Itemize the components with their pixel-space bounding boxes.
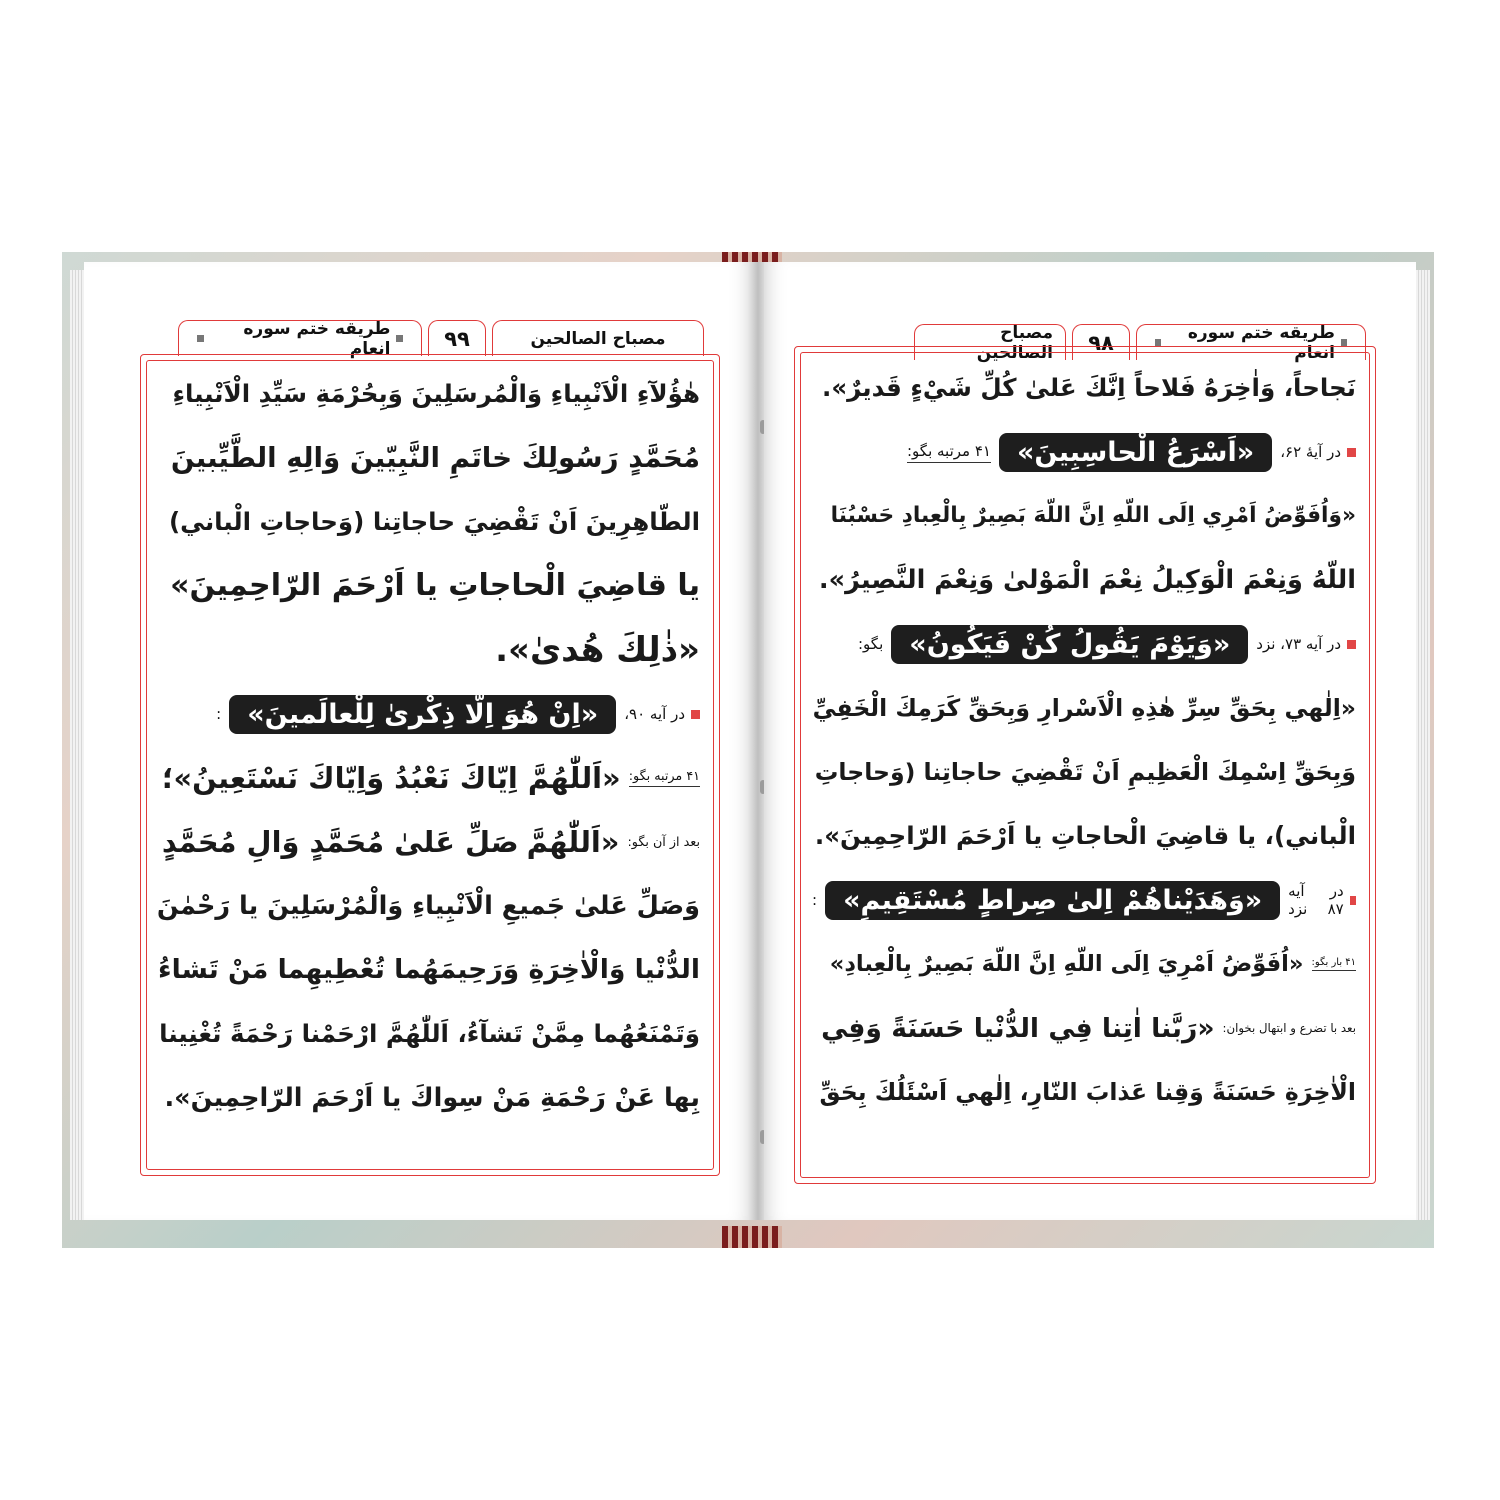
book-title: مصباح الصالحين <box>914 324 1066 360</box>
page-header <box>172 318 704 359</box>
section-title: طریقه ختم سوره انعام <box>178 320 422 356</box>
text-line: بعد از آن بگو: «اَللّٰهُمَّ صَلِّ عَلىٰ مُحَمَّدٍ وَالِ مُحَمَّدٍ <box>161 825 700 859</box>
ayah-highlight: «اَسْرَعُ الْحاسِبِينَ» <box>999 433 1272 472</box>
text-line: وَتَمْنَعُهُما مِمَّنْ تَشآءُ، اَللّٰهُمَّ ارْحَمْنا رَحْمَةً تُغْنِينا <box>159 1019 700 1048</box>
book-title: مصباح الصالحين <box>492 320 704 356</box>
page-99 <box>84 262 752 1220</box>
instruction-ayah-90: در آیه ۹۰، «اِنْ هُوَ اِلّا ذِكْرىٰ لِلْعالَمينَ» : <box>158 682 700 746</box>
instruction-ayah-73: در آیه ۷۳، نزد «وَيَوْمَ يَقُولُ كُنْ فَيَكُونُ» بگو: <box>812 612 1356 676</box>
text-line: يا قاضِيَ الْحاجاتِ يا اَرْحَمَ الرّاحِمِينَ» <box>170 568 700 603</box>
page-text <box>158 362 700 1130</box>
text-line: نَجاحاً، وَاٰخِرَهُ فَلاحاً اِنَّكَ عَلىٰ كُلِّ شَيْءٍ قَديرٌ». <box>822 373 1356 402</box>
text-line: هٰؤُلآءِ الْاَنْبِياءِ وَالْمُرسَلِينَ وَبِحُرْمَةِ سَيِّدِ الْاَنْبِياءِ <box>172 379 700 408</box>
bullet-icon <box>691 710 700 719</box>
page-98 <box>764 262 1416 1220</box>
text-line: مُحَمَّدٍ رَسُولِكَ خاتَمِ النَّبِيّينَ وَالِهِ الطَّيِّبينَ <box>170 441 700 474</box>
page-edges-right <box>1416 270 1430 1220</box>
ayah-highlight: «وَهَدَيْناهُمْ اِلىٰ صِراطٍ مُسْتَقِيمٍ» <box>825 881 1280 920</box>
text-line: بعد با تضرع و ابتهال بخوان: «رَبَّنا اٰتِنا فِي الدُّنْيا حَسَنَةً وَفِي <box>821 1012 1356 1044</box>
ayah-highlight: «اِنْ هُوَ اِلّا ذِكْرىٰ لِلْعالَمينَ» <box>229 695 616 734</box>
section-title: طریقه ختم سوره انعام <box>1136 324 1366 360</box>
ayah-highlight: «وَيَوْمَ يَقُولُ كُنْ فَيَكُونُ» <box>891 625 1248 664</box>
text-line: ۴۱ بار بگو: «اُفَوِّضُ اَمْرِيَ اِلَى اللّهِ اِنَّ اللّهَ بَصِيرٌ بِالْعِبادِ» <box>829 951 1356 977</box>
text-line: الدُّنْيا وَالْاٰخِرَةِ وَرَحِيمَهُما تُعْطِيهِما مَنْ تَشاءُ <box>158 954 700 985</box>
bullet-icon <box>1347 640 1356 649</box>
page-text <box>812 356 1356 1124</box>
instruction-ayah-62: در آیهٔ ۶۲، «اَسْرَعُ الْحاسِبِينَ» ۴۱ مرتبه بگو: <box>812 420 1356 484</box>
instruction-ayah-87: در آیه ۸۷ نزد «وَهَدَيْناهُمْ اِلىٰ صِراطٍ مُسْتَقِيمٍ» : <box>812 868 1356 932</box>
text-line: «ذٰلِكَ هُدىٰ». <box>495 630 700 670</box>
text-line: «اِلٰهي بِحَقِّ سِرِّ هٰذِهِ الْاَسْرارِ وَبِحَقِّ كَرَمِكَ الْخَفِيِّ <box>812 694 1356 722</box>
text-line: اللّهُ وَنِعْمَ الْوَكِيلُ نِعْمَ الْمَوْلىٰ وَنِعْمَ النَّصِيرُ». <box>818 565 1356 595</box>
text-line: بِها عَنْ رَحْمَةِ مَنْ سِواكَ يا اَرْحَمَ الرّاحِمِينَ». <box>164 1083 700 1113</box>
text-line: الْاٰخِرَةِ حَسَنَةً وَقِنا عَذابَ النّارِ، اِلٰهي اَسْئَلُكَ بِحَقِّ <box>819 1078 1356 1106</box>
spine-headband-bottom <box>722 1226 782 1248</box>
text-line: الْباني)، يا قاضِيَ الْحاجاتِ يا اَرْحَمَ الرّاحِمِينَ». <box>814 821 1356 850</box>
text-line: وَصَلِّ عَلىٰ جَميعِ الْاَنْبِياءِ وَالْمُرْسَلِينَ يا رَحْمٰنَ <box>156 891 700 921</box>
text-line: ۴۱ مرتبه بگو: «اَللّٰهُمَّ اِيّاكَ نَعْبُدُ وَاِيّاكَ نَسْتَعِينُ»؛ <box>161 761 700 795</box>
page-number: ۹۸ <box>1072 324 1130 360</box>
text-line: «وَاُفَوِّضُ اَمْرِي اِلَى اللّهِ اِنَّ اللّهَ بَصِيرٌ بِالْعِبادِ حَسْبُنَا <box>830 503 1356 528</box>
text-line: الطّاهِرِينَ اَنْ تَقْضِيَ حاجاتِنا (وَحاجاتِ الْباني) <box>168 507 700 536</box>
page-number: ۹۹ <box>428 320 486 356</box>
bullet-icon <box>1347 448 1356 457</box>
bullet-icon <box>1350 896 1356 905</box>
text-line: وَبِحَقِّ اِسْمِكَ الْعَظِيمِ اَنْ تَقْضِيَ حاجاتِنا (وَحاجاتِ <box>814 758 1356 786</box>
